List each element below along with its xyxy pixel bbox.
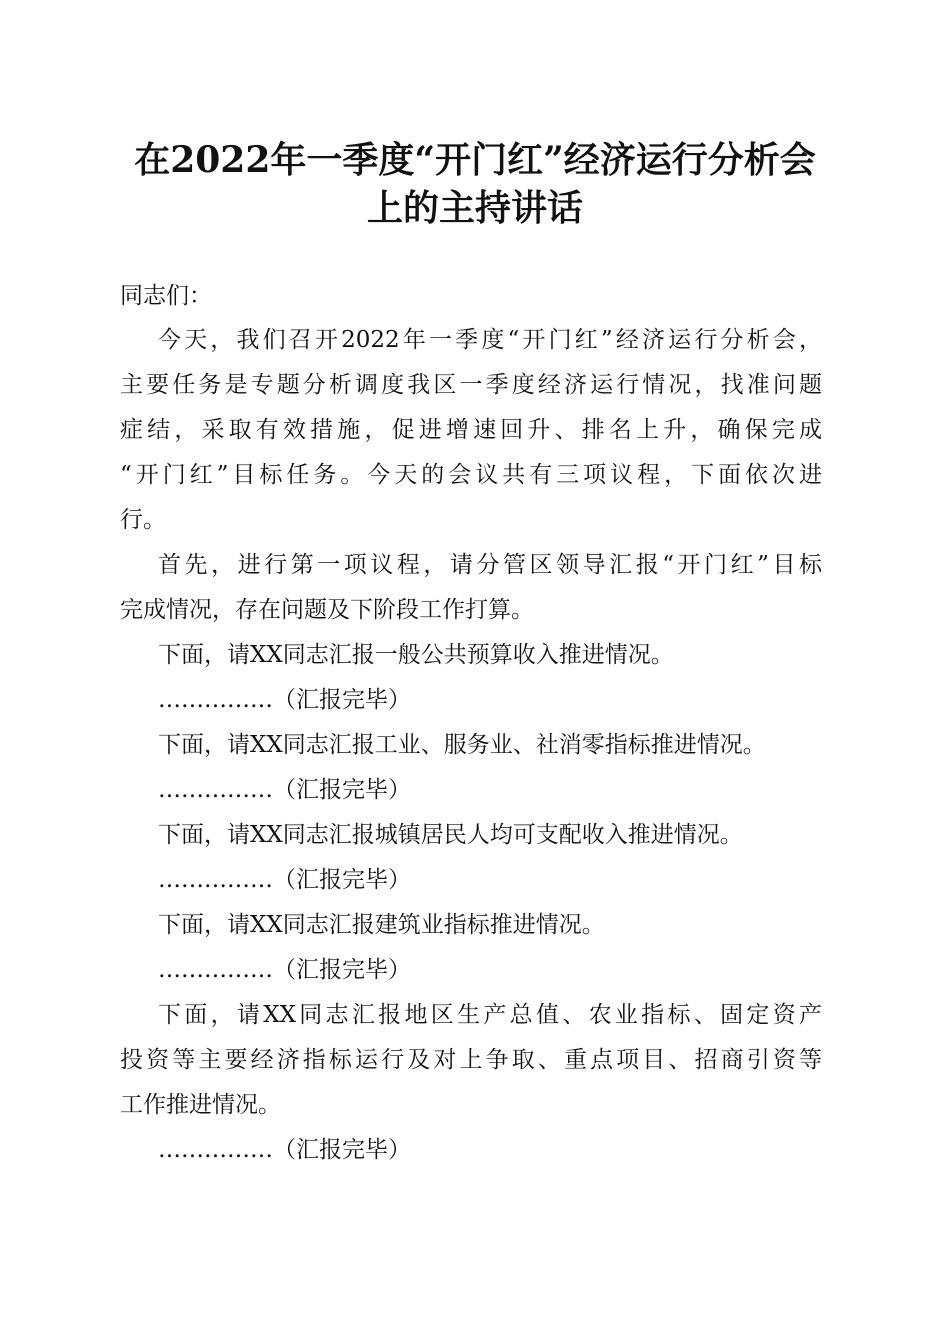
report-request-5-line-1: 下面，请XX同志汇报地区生产总值、农业指标、固定资产 xyxy=(158,1002,822,1028)
paragraph-1-line-1: 今天，我们召开2022年一季度“开门红”经济运行分析会， xyxy=(158,327,822,353)
report-request-1: 下面，请XX同志汇报一般公共预算收入推进情况。 xyxy=(158,642,674,668)
report-request-4: 下面，请XX同志汇报建筑业指标推进情况。 xyxy=(158,912,605,938)
report-request-5-line-2: 投资等主要经济指标运行及对上争取、重点项目、招商引资等 xyxy=(120,1047,822,1073)
document-title-line-2: 上的主持讲话 xyxy=(366,187,583,229)
paragraph-1-line-4: “开门红”目标任务。今天的会议共有三项议程，下面依次进 xyxy=(120,462,822,488)
report-request-2: 下面，请XX同志汇报工业、服务业、社消零指标推进情况。 xyxy=(158,732,766,758)
paragraph-1-line-2: 主要任务是专题分析调度我区一季度经济运行情况，找准问题 xyxy=(120,372,822,398)
report-done-3: ……………（汇报完毕） xyxy=(158,867,411,893)
paragraph-2-line-2: 完成情况，存在问题及下阶段工作打算。 xyxy=(120,597,534,623)
report-request-5-line-3: 工作推进情况。 xyxy=(120,1092,281,1118)
paragraph-1-line-5: 行。 xyxy=(120,507,166,533)
report-done-4: ……………（汇报完毕） xyxy=(158,957,411,983)
document-title-line-1: 在2022年一季度“开门红”经济运行分析会 xyxy=(134,139,816,181)
report-done-5: ……………（汇报完毕） xyxy=(158,1137,411,1163)
paragraph-1-line-3: 症结，采取有效措施，促进增速回升、排名上升，确保完成 xyxy=(120,417,822,443)
report-done-2: ……………（汇报完毕） xyxy=(158,777,411,803)
paragraph-2-line-1: 首先，进行第一项议程，请分管区领导汇报“开门红”目标 xyxy=(158,552,822,578)
report-request-3: 下面，请XX同志汇报城镇居民人均可支配收入推进情况。 xyxy=(158,822,743,848)
salutation: 同志们： xyxy=(120,283,212,309)
report-done-1: ……………（汇报完毕） xyxy=(158,687,411,713)
